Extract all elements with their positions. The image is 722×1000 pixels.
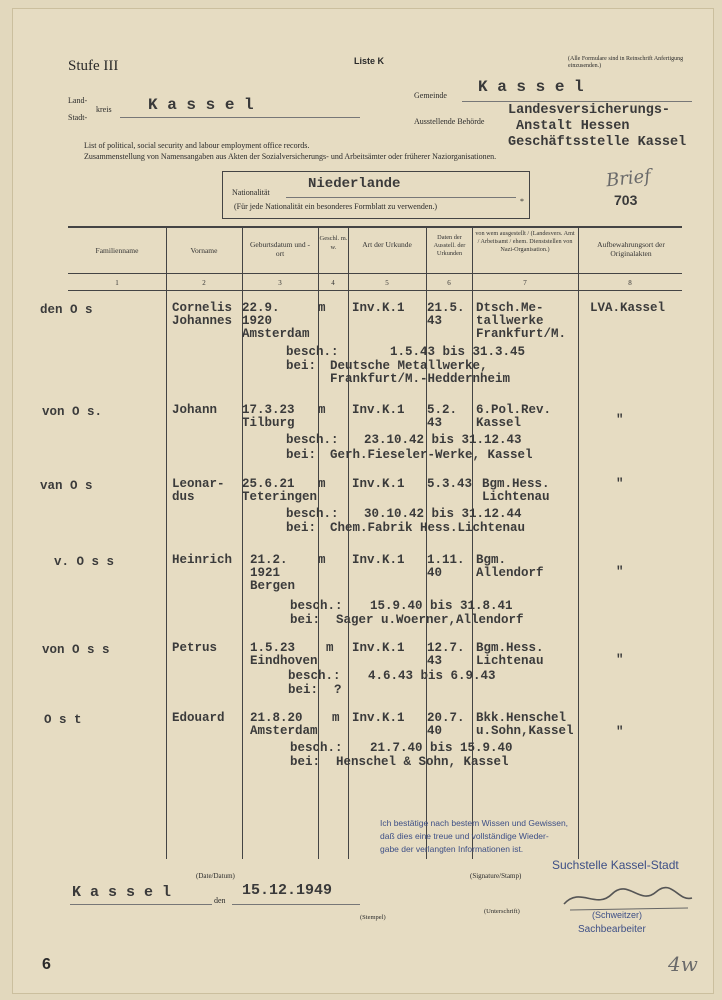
row-1-first-name: Cornelis Johannes [172,301,233,328]
row-5-first-name: Petrus [172,641,218,655]
col-number-6: 6 [447,279,451,287]
row-3-archive: " [616,477,624,491]
row-5-archive: " [616,653,624,667]
col-header-daten: Daten der Ausstell. der Urkunden [433,234,466,257]
row-2-besch-value: 23.10.42 bis 31.12.43 [364,433,522,447]
row-3-date: 5.3.43 [427,477,473,491]
place-underline [70,904,212,905]
col-number-8: 8 [628,279,632,287]
row-2-archive: " [616,413,624,427]
row-6-besch-label: besch.: [290,741,343,755]
row-6-issuer: Bkk.Henschel u.Sohn,Kassel [476,711,574,738]
row-4-besch-label: besch.: [290,599,343,613]
landkreis-underline [120,117,360,118]
unterschrift-label: (Unterschrift) [484,908,520,915]
gemeinde-underline [462,101,692,102]
behoerde-value-2: Anstalt Hessen [516,119,630,134]
stempel-label: (Stempel) [360,914,386,921]
page-number: 6 [42,956,51,973]
nationality-underline [286,197,516,198]
row-3-bei-label: bei: [286,521,317,535]
row-1-besch-label: besch.: [286,345,339,359]
landkreis-value: K a s s e l [148,96,254,114]
col-number-3: 3 [278,279,282,287]
row-5-birth: 1.5.23 Eindhoven [250,641,318,668]
row-1-birth: 22.9. 1920 Amsterdam [242,301,310,341]
row-4-birth: 21.2. 1921 Bergen [250,553,296,593]
behoerde-label: Ausstellende Behörde [414,117,485,126]
row-6-sex: m [332,711,340,725]
row-1-bei-value: Deutsche Metallwerke, Frankfurt/M.-Heddernheim [330,359,511,386]
certification-line-1: Ich bestätige nach bestem Wissen und Gewissen, [380,818,569,828]
row-3-name: van O s [40,479,93,493]
asterisk-mark: * [520,197,524,206]
row-2-document: Inv.K.1 [352,403,405,417]
row-1-bei-label: bei: [286,359,317,373]
row-3-document: Inv.K.1 [352,477,405,491]
table-header-divider [68,273,682,274]
table-top-border [68,226,682,228]
gemeinde-value: K a s s e l [478,78,584,96]
stufe-label: Stufe III [68,58,119,74]
row-1-archive: LVA.Kassel [590,301,666,315]
col-header-geburtsdatum: Geburtsdatum und -ort [250,240,310,258]
col-header-art-der-urkunde: Art der Urkunde [362,240,412,249]
row-2-bei-label: bei: [286,448,317,462]
row-6-bei-label: bei: [290,755,321,769]
row-2-sex: m [318,403,326,417]
document-number: 703 [614,192,638,208]
english-description: List of political, social security and labour employment office records. [84,141,310,150]
row-1-sex: m [318,301,326,315]
row-5-issuer: Bgm.Hess. Lichtenau [476,641,544,668]
date-underline [232,904,360,905]
kreis-label: kreis [96,105,112,114]
den-label: den [214,896,226,905]
row-1-date: 21.5. 43 [427,301,465,328]
row-2-name: von O s. [42,405,103,419]
row-4-archive: " [616,565,624,579]
stadt-label: Stadt- [68,113,88,122]
row-2-first-name: Johann [172,403,218,417]
signature-label: (Signature/Stamp) [470,872,522,880]
row-4-besch-value: 15.9.40 bis 31.8.41 [370,599,513,613]
behoerde-value-3: Geschäftsstelle Kassel [508,135,687,150]
row-2-issuer: 6.Pol.Rev. Kassel [476,403,552,430]
col-number-4: 4 [331,279,335,287]
row-4-sex: m [318,553,326,567]
col-divider-1 [166,227,167,859]
row-3-issuer: Bgm.Hess. Lichtenau [482,477,550,504]
col-divider-7 [578,227,579,859]
pencil-note: 4w [668,952,698,976]
stamp-role: Sachbearbeiter [578,924,646,935]
row-2-bei-value: Gerh.Fieseler-Werke, Kassel [330,448,533,462]
row-4-issuer: Bgm. Allendorf [476,553,544,580]
row-5-document: Inv.K.1 [352,641,405,655]
nationality-label: Nationalität [232,188,270,197]
row-5-sex: m [326,641,334,655]
behoerde-value-1: Landesversicherungs- [508,103,671,118]
row-6-first-name: Edouard [172,711,225,725]
nationality-value: Niederlande [308,176,401,192]
row-1-name: den O s [40,303,93,317]
col-header-von-wem: von wem ausgestellt / (Landesvers. Amt / Arbeitsamt / ehem. Dienststellen von Nazi-Organisation.) [475,230,575,253]
row-3-sex: m [318,477,326,491]
row-4-bei-value: Sager u.Woerner,Allendorf [336,613,524,627]
stamp-name: (Schweitzer) [592,910,643,920]
row-4-name: v. O s s [54,555,115,569]
col-header-aufbewahrungsort: Aufbewahrungsort der Originalakten [597,240,665,258]
table-number-divider [68,290,682,291]
row-6-birth: 21.8.20 Amsterdam [250,711,318,738]
col-number-2: 2 [202,279,206,287]
date-value: 15.12.1949 [242,882,333,899]
german-description: Zusammenstellung von Namensangaben aus Akten der Sozialversicherungs- und Arbeitsämter oder früherer Naziorganisationen. [84,152,497,161]
row-5-name: von O s s [42,643,110,657]
row-5-bei-value: ? [334,683,342,697]
row-5-besch-label: besch.: [288,669,341,683]
row-4-date: 1.11. 40 [427,553,465,580]
place-value: K a s s e l [72,884,172,901]
row-6-date: 20.7. 40 [427,711,465,738]
row-1-document: Inv.K.1 [352,301,405,315]
row-6-name: O s t [44,713,82,727]
land-label: Land- [68,96,88,105]
stamp-office: Suchstelle Kassel-Stadt [552,858,679,872]
col-number-5: 5 [385,279,389,287]
row-5-date: 12.7. 43 [427,641,465,668]
col-number-1: 1 [115,279,119,287]
row-3-bei-value: Chem.Fabrik Hess.Lichtenau [330,521,526,535]
col-header-familienname: Familienname [95,246,139,255]
row-3-birth: 25.6.21 Teteringen [242,477,318,504]
row-2-birth: 17.3.23 Tilburg [242,403,295,430]
row-4-bei-label: bei: [290,613,321,627]
col-header-vorname: Vorname [190,246,218,255]
date-label: (Date/Datum) [196,872,235,880]
row-1-issuer: Dtsch.Me- tallwerke Frankfurt/M. [476,301,567,341]
certification-line-3: gabe der verlangten Informationen ist. [380,844,524,854]
row-4-document: Inv.K.1 [352,553,405,567]
top-right-note: (Alle Formulare sind in Reinschrift Anfertigung einzusenden.) [568,56,684,69]
row-6-archive: " [616,725,624,739]
row-5-besch-value: 4.6.43 bis 6.9.43 [368,669,496,683]
row-2-besch-label: besch.: [286,433,339,447]
row-5-bei-label: bei: [288,683,319,697]
handwritten-mark: Brief [605,165,652,192]
row-3-besch-label: besch.: [286,507,339,521]
row-3-first-name: Leonar- dus [172,477,225,504]
row-6-bei-value: Henschel & Sohn, Kassel [336,755,509,769]
col-number-7: 7 [523,279,527,287]
row-6-document: Inv.K.1 [352,711,405,725]
gemeinde-label: Gemeinde [414,91,447,100]
row-3-besch-value: 30.10.42 bis 31.12.44 [364,507,522,521]
col-header-geschlecht: Geschl. m. w. [319,235,348,251]
nationality-note: (Für jede Nationalität ein besonderes Formblatt zu verwenden.) [234,202,438,211]
row-6-besch-value: 21.7.40 bis 15.9.40 [370,741,513,755]
row-1-besch-value: 1.5.43 bis 31.3.45 [390,345,526,359]
liste-label: Liste K [354,56,385,66]
row-2-date: 5.2. 43 [427,403,458,430]
row-4-first-name: Heinrich [172,553,233,567]
certification-line-2: daß dies eine treue und vollständige Wieder- [380,831,549,841]
